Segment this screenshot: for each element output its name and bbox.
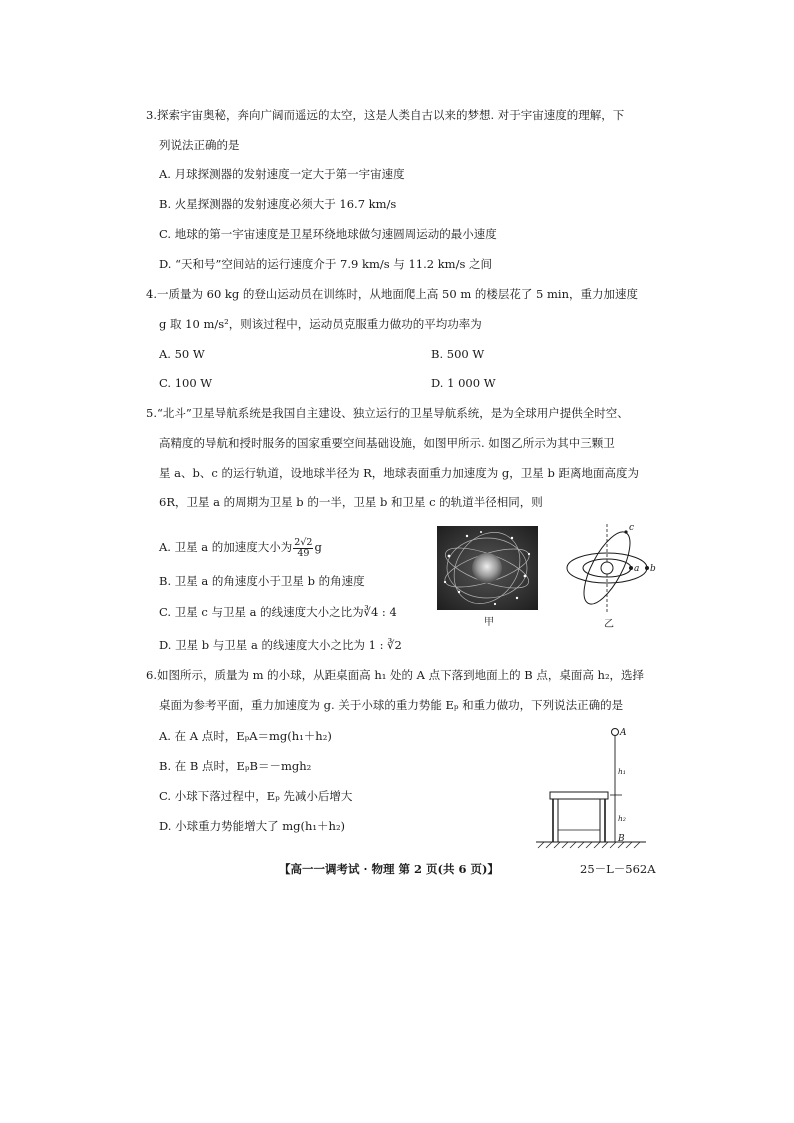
q4-option-d: D. 1 000 W — [431, 376, 496, 390]
q5-option-d: D. 卫星 b 与卫星 a 的线速度大小之比为 1 : ∛2 — [159, 638, 402, 652]
orbit-diagram — [558, 522, 660, 614]
table-top — [550, 792, 608, 799]
q6-option-d: D. 小球重力势能增大了 mg(h₁＋h₂) — [159, 819, 346, 833]
satellite-b-dot — [645, 566, 649, 570]
q6-option-a: A. 在 A 点时，EₚA＝mg(h₁＋h₂) — [159, 729, 332, 743]
q5-option-c: C. 卫星 c 与卫星 a 的线速度大小之比为∛4 : 4 — [159, 605, 397, 619]
fraction-denominator: 49 — [297, 547, 310, 559]
q3-option-b: B. 火星探测器的发射速度必须大于 16.7 km/s — [159, 197, 397, 211]
q4-option-a: A. 50 W — [159, 347, 205, 361]
exam-code: 25－L－562A — [580, 862, 656, 876]
q3-stem-line-2: 列说法正确的是 — [159, 138, 240, 152]
falling-ball-diagram — [530, 724, 650, 850]
label-b: b — [650, 564, 656, 574]
q5-stem-line-3: 星 a、b、c 的运行轨道，设地球半径为 R，地球表面重力加速度为 g，卫星 b 距离地面高度为 — [159, 466, 639, 480]
label-h1: h₁ — [618, 767, 626, 776]
q6-stem-line-1: 6.如图所示，质量为 m 的小球，从距桌面高 h₁ 处的 A 点下落到地面上的 B 点，桌面高 h₂，选择 — [146, 668, 645, 682]
q6-stem-line-2: 桌面为参考平面，重力加速度为 g. 关于小球的重力势能 Eₚ 和重力做功，下列说法正确的是 — [159, 698, 624, 712]
q4-stem-line-1: 4.一质量为 60 kg 的登山运动员在训练时，从地面爬上高 50 m 的楼层花了 5 min，重力加速度 — [146, 287, 639, 301]
q5-option-a-unit: g — [314, 540, 322, 554]
label-point-a: A — [620, 728, 627, 738]
q5-stem-line-2: 高精度的导航和授时服务的国家重要空间基础设施，如图甲所示. 如图乙所示为其中三颗卫 — [159, 436, 615, 450]
q6-option-b: B. 在 B 点时，EₚB＝－mgh₂ — [159, 759, 312, 773]
q4-option-b: B. 500 W — [431, 347, 485, 361]
ball-at-a — [612, 729, 619, 736]
q4-option-c: C. 100 W — [159, 376, 213, 390]
ground-hatching — [538, 842, 640, 848]
figure-jia-caption: 甲 — [484, 617, 494, 628]
label-point-b: B — [618, 834, 625, 844]
q5-stem-line-4: 6R，卫星 a 的周期为卫星 b 的一半，卫星 b 和卫星 c 的轨道半径相同，则 — [159, 495, 543, 509]
q3-stem-line-1: 3.探索宇宙奥秘，奔向广阔而遥远的太空，这是人类自古以来的梦想. 对于宇宙速度的理解，下 — [146, 108, 625, 122]
q3-option-a: A. 月球探测器的发射速度一定大于第一宇宙速度 — [159, 167, 405, 181]
beidou-orbit-photo — [437, 526, 538, 610]
q5-option-b: B. 卫星 a 的角速度小于卫星 b 的角速度 — [159, 574, 365, 588]
q3-option-d: D. “天和号”空间站的运行速度介于 7.9 km/s 与 11.2 km/s 之间 — [159, 257, 493, 271]
q5-option-a-fraction — [293, 538, 313, 559]
q5-stem-line-1: 5.“北斗”卫星导航系统是我国自主建设、独立运行的卫星导航系统，是为全球用户提供全时空、 — [146, 406, 629, 420]
label-a: a — [634, 564, 640, 574]
earth-circle — [601, 562, 613, 574]
q6-option-c: C. 小球下落过程中，Eₚ 先减小后增大 — [159, 789, 353, 803]
q3-option-c: C. 地球的第一宇宙速度是卫星环绕地球做匀速圆周运动的最小速度 — [159, 227, 497, 241]
label-h2: h₂ — [618, 814, 626, 823]
fraction-numerator: 2√2 — [294, 536, 313, 548]
satellite-a-dot — [629, 566, 633, 570]
label-c: c — [629, 523, 635, 533]
q4-stem-line-2: g 取 10 m/s²，则该过程中，运动员克服重力做功的平均功率为 — [159, 317, 482, 331]
figure-yi-caption: 乙 — [604, 619, 614, 630]
earth-globe — [472, 553, 502, 583]
q5-option-a — [159, 536, 322, 559]
satellite-c-dot — [624, 530, 627, 533]
page-footer: 【高一一调考试 · 物理 第 2 页(共 6 页)】 — [279, 862, 499, 876]
q5-option-a-text: A. 卫星 a 的加速度大小为 — [159, 540, 293, 554]
